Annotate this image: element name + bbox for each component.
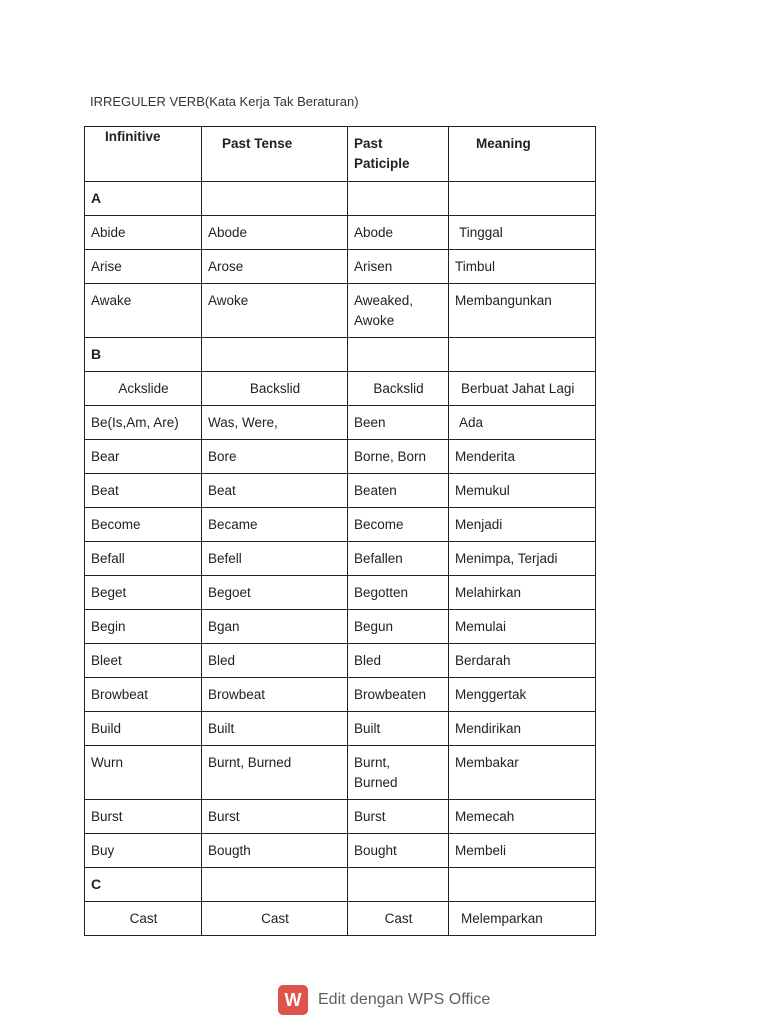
cell-infinitive-text: Cast — [129, 911, 158, 926]
cell-past-tense-text: Befell — [208, 551, 242, 566]
header-past-participle — [348, 127, 449, 182]
cell-past-tense — [202, 678, 348, 712]
cell-past-tense — [202, 610, 348, 644]
cell-past-tense — [202, 542, 348, 576]
cell-past-tense-text: Built — [208, 721, 235, 736]
cell-infinitive — [85, 284, 202, 338]
cell-infinitive — [85, 542, 202, 576]
irregular-verb-table — [84, 126, 596, 936]
cell-infinitive-text: Browbeat — [91, 687, 149, 702]
cell-meaning-text: Melahirkan — [455, 585, 522, 600]
cell-meaning — [449, 746, 596, 800]
cell-past-participle-text: Become — [354, 517, 404, 532]
cell-meaning-text: Mendirikan — [455, 721, 522, 736]
cell-meaning — [449, 678, 596, 712]
cell-past-participle — [348, 902, 449, 936]
cell-past-tense-text: Awoke — [208, 293, 249, 308]
cell-infinitive — [85, 508, 202, 542]
table-row — [85, 372, 596, 406]
section-letter-row — [85, 868, 596, 902]
cell-meaning-text: Menggertak — [455, 687, 527, 702]
cell-meaning-text: Berdarah — [455, 653, 511, 668]
cell-past-tense-text: Backslid — [249, 381, 301, 396]
header-past-tense — [202, 127, 348, 182]
cell-infinitive — [85, 440, 202, 474]
cell-past-tense — [202, 216, 348, 250]
cell-past-tense — [202, 508, 348, 542]
cell-meaning-text: Berbuat Jahat Lagi — [461, 381, 575, 396]
cell-infinitive — [85, 800, 202, 834]
cell-past-participle-text: Been — [354, 415, 386, 430]
cell-past-tense-text: Abode — [208, 225, 248, 240]
wps-office-logo-icon — [278, 985, 308, 1015]
cell-infinitive-text: Befall — [91, 551, 125, 566]
cell-past-tense-text: Was, Were, — [208, 415, 278, 430]
table-row — [85, 678, 596, 712]
cell-infinitive-text: Be(Is,Am, Are) — [91, 415, 179, 430]
cell-infinitive-text: Beget — [91, 585, 127, 600]
cell-meaning — [449, 712, 596, 746]
cell-infinitive — [85, 644, 202, 678]
cell-infinitive-text: Burst — [91, 809, 123, 824]
cell-infinitive — [85, 834, 202, 868]
cell-infinitive — [85, 250, 202, 284]
cell-past-participle — [348, 216, 449, 250]
table-row — [85, 746, 596, 800]
cell-meaning — [449, 800, 596, 834]
table-row — [85, 644, 596, 678]
section-letter-row — [85, 182, 596, 216]
cell-past-participle-text: Burst — [354, 809, 386, 824]
empty-cell — [348, 868, 449, 902]
cell-meaning — [449, 250, 596, 284]
cell-past-tense — [202, 474, 348, 508]
cell-infinitive — [85, 610, 202, 644]
cell-meaning-text: Memulai — [455, 619, 507, 634]
table-row — [85, 440, 596, 474]
cell-meaning — [449, 284, 596, 338]
cell-past-tense — [202, 406, 348, 440]
section-letter-row — [85, 338, 596, 372]
cell-past-participle — [348, 406, 449, 440]
cell-past-participle-text: Aweaked, — [354, 293, 414, 308]
cell-past-participle-text: Browbeaten — [354, 687, 427, 702]
table-row — [85, 576, 596, 610]
empty-cell — [449, 182, 596, 216]
cell-past-participle — [348, 474, 449, 508]
cell-infinitive-text: Awake — [91, 293, 132, 308]
cell-past-participle-text: Begotten — [354, 585, 409, 600]
cell-infinitive-text: Become — [91, 517, 141, 532]
cell-infinitive — [85, 712, 202, 746]
cell-past-participle-text: Begun — [354, 619, 394, 634]
cell-past-tense-text: Cast — [261, 911, 289, 926]
table-row — [85, 284, 596, 338]
cell-past-tense-text: Beat — [208, 483, 236, 498]
cell-infinitive — [85, 746, 202, 800]
cell-infinitive — [85, 902, 202, 936]
empty-cell — [449, 868, 596, 902]
cell-past-participle — [348, 508, 449, 542]
cell-past-tense-text: Begoet — [208, 585, 251, 600]
cell-meaning-text: Tinggal — [459, 225, 503, 240]
cell-past-participle-alt-text: Awoke — [354, 312, 395, 328]
table-row — [85, 216, 596, 250]
table-row — [85, 406, 596, 440]
cell-meaning-text: Memecah — [455, 809, 515, 824]
header-participle-label: Paticiple — [354, 155, 410, 171]
cell-infinitive-text: Wurn — [91, 755, 124, 770]
header-past-label: Past — [354, 136, 383, 151]
cell-infinitive-text: Ackslide — [118, 381, 169, 396]
cell-past-participle — [348, 644, 449, 678]
cell-meaning — [449, 834, 596, 868]
cell-meaning — [449, 508, 596, 542]
cell-infinitive-text: Arise — [91, 259, 122, 274]
wps-edit-label: Edit dengan WPS Office — [318, 991, 491, 1008]
cell-meaning-text: Membeli — [455, 843, 507, 858]
cell-past-tense — [202, 440, 348, 474]
cell-past-participle — [348, 372, 449, 406]
cell-infinitive — [85, 576, 202, 610]
cell-meaning-text: Menjadi — [455, 517, 503, 532]
cell-meaning — [449, 372, 596, 406]
empty-cell — [202, 182, 348, 216]
table-row — [85, 834, 596, 868]
section-letter: C — [85, 868, 202, 902]
cell-infinitive-text: Bleet — [91, 653, 122, 668]
cell-past-tense — [202, 712, 348, 746]
cell-past-tense-text: Arose — [208, 259, 244, 274]
cell-past-participle-text: Befallen — [354, 551, 403, 566]
cell-infinitive-text: Begin — [91, 619, 126, 634]
header-infinitive — [85, 127, 202, 182]
cell-past-participle-text: Built — [354, 721, 381, 736]
cell-meaning — [449, 576, 596, 610]
table-row — [85, 250, 596, 284]
document-title: IRREGULER VERB(Kata Kerja Tak Beraturan) — [90, 94, 359, 109]
cell-infinitive-text: Beat — [91, 483, 119, 498]
cell-meaning — [449, 440, 596, 474]
cell-meaning-text: Ada — [459, 415, 484, 430]
cell-meaning-text: Melemparkan — [461, 911, 543, 926]
cell-meaning — [449, 406, 596, 440]
empty-cell — [202, 338, 348, 372]
cell-past-participle-alt-text: Burned — [354, 774, 398, 790]
cell-past-tense — [202, 284, 348, 338]
cell-meaning-text: Menimpa, Terjadi — [455, 551, 558, 566]
cell-past-participle-text: Cast — [384, 911, 413, 926]
empty-cell — [202, 868, 348, 902]
table-row — [85, 474, 596, 508]
table-row — [85, 902, 596, 936]
table-row — [85, 712, 596, 746]
cell-meaning — [449, 542, 596, 576]
cell-past-tense — [202, 250, 348, 284]
cell-infinitive — [85, 474, 202, 508]
cell-meaning-text: Menderita — [455, 449, 516, 464]
cell-infinitive-text: Build — [91, 721, 122, 736]
cell-meaning — [449, 902, 596, 936]
cell-infinitive — [85, 678, 202, 712]
cell-past-participle-text: Beaten — [354, 483, 397, 498]
cell-past-tense — [202, 902, 348, 936]
cell-meaning — [449, 610, 596, 644]
cell-past-tense-text: Browbeat — [208, 687, 266, 702]
cell-infinitive-text: Abide — [91, 225, 126, 240]
cell-past-participle-text: Borne, Born — [354, 449, 427, 464]
cell-past-participle — [348, 542, 449, 576]
cell-meaning-text: Membakar — [455, 755, 519, 770]
cell-meaning-text: Membangunkan — [455, 293, 552, 308]
header-past-tense-label: Past Tense — [222, 136, 293, 151]
cell-past-participle-text: Bled — [354, 653, 382, 668]
cell-meaning — [449, 474, 596, 508]
table-row — [85, 800, 596, 834]
cell-past-tense-text: Bled — [208, 653, 236, 668]
cell-past-tense — [202, 644, 348, 678]
cell-past-participle — [348, 712, 449, 746]
cell-past-participle — [348, 834, 449, 868]
empty-cell — [449, 338, 596, 372]
empty-cell — [348, 338, 449, 372]
cell-infinitive-text: Buy — [91, 843, 115, 858]
table-row — [85, 508, 596, 542]
table-row — [85, 610, 596, 644]
cell-past-participle — [348, 678, 449, 712]
cell-past-tense-text: Bore — [208, 449, 237, 464]
cell-meaning — [449, 644, 596, 678]
cell-past-participle — [348, 746, 449, 800]
header-meaning — [449, 127, 596, 182]
cell-past-tense — [202, 372, 348, 406]
cell-infinitive — [85, 216, 202, 250]
cell-infinitive — [85, 406, 202, 440]
cell-past-tense-text: Bougth — [208, 843, 251, 858]
cell-past-participle-text: Backslid — [373, 381, 424, 396]
cell-past-tense-text: Bgan — [208, 619, 240, 634]
cell-past-tense-text: Became — [208, 517, 258, 532]
cell-past-tense — [202, 746, 348, 800]
cell-past-tense — [202, 800, 348, 834]
cell-past-participle — [348, 440, 449, 474]
cell-past-tense — [202, 576, 348, 610]
cell-past-participle-text: Bought — [354, 843, 397, 858]
cell-past-participle — [348, 610, 449, 644]
table-row — [85, 542, 596, 576]
cell-past-participle-text: Arisen — [354, 259, 393, 274]
cell-meaning-text: Timbul — [455, 259, 496, 274]
cell-past-tense-text: Burnt, Burned — [208, 755, 292, 770]
cell-meaning-text: Memukul — [455, 483, 510, 498]
cell-past-participle — [348, 250, 449, 284]
section-letter: A — [85, 182, 202, 216]
table-header-row — [85, 127, 596, 182]
cell-past-tense — [202, 834, 348, 868]
cell-infinitive-text: Bear — [91, 449, 120, 464]
wps-edit-banner[interactable] — [278, 984, 490, 1016]
header-infinitive-label: Infinitive — [105, 129, 161, 144]
cell-past-participle — [348, 284, 449, 338]
section-letter: B — [85, 338, 202, 372]
cell-infinitive — [85, 372, 202, 406]
cell-past-participle — [348, 576, 449, 610]
empty-cell — [348, 182, 449, 216]
header-meaning-label: Meaning — [476, 136, 531, 151]
cell-past-participle-text: Burnt, — [354, 755, 391, 770]
cell-meaning — [449, 216, 596, 250]
cell-past-tense-text: Burst — [208, 809, 240, 824]
cell-past-participle-text: Abode — [354, 225, 394, 240]
cell-past-participle — [348, 800, 449, 834]
